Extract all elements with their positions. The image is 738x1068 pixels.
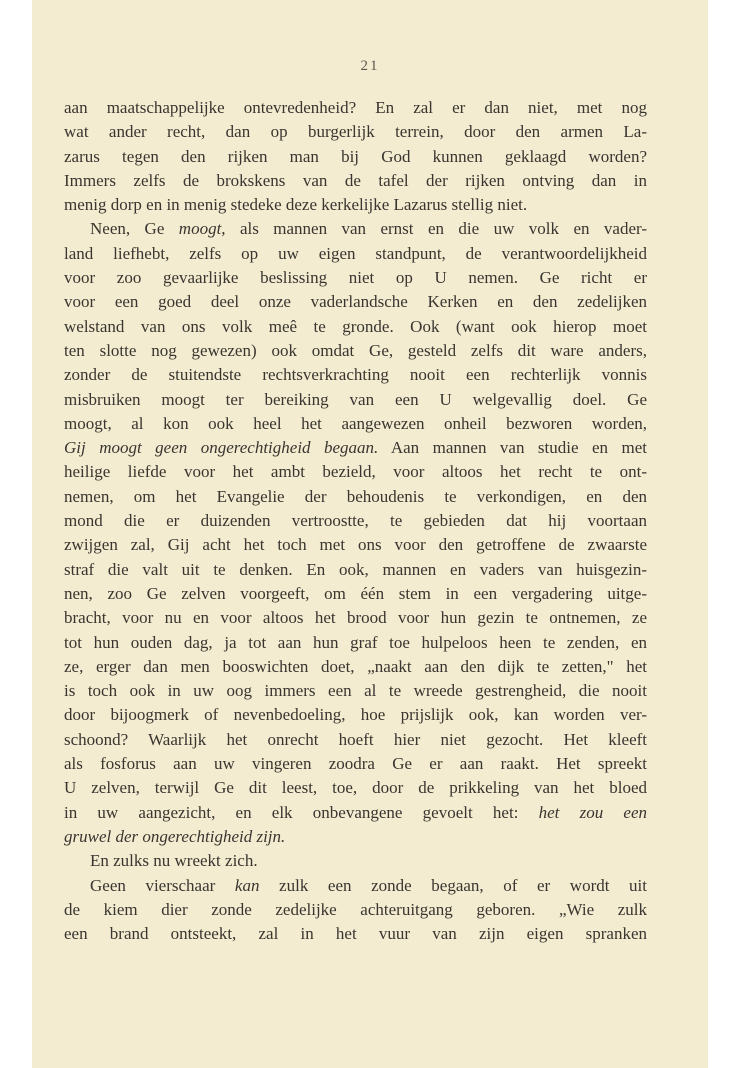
text-segment: door bijoogmerk of nevenbedoeling, hoe prijslijk ook, kan worden ver- bbox=[64, 705, 647, 725]
italic-phrase: Gij moogt geen ongerechtigheid begaan. bbox=[64, 438, 379, 458]
text-segment: land liefhebt, zelfs op uw eigen standpunt, de verantwoordelijkheid bbox=[64, 243, 647, 263]
text-segment: Aan mannen van studie en met bbox=[378, 438, 647, 458]
text-segment: zwijgen zal, Gij acht het toch met ons voor den getroffene de zwaarste bbox=[64, 535, 647, 555]
text-line bbox=[64, 703, 647, 727]
text-line bbox=[64, 485, 647, 509]
text-segment: als fosforus aan uw vingeren zoodra Ge er aan raakt. Het spreekt bbox=[64, 754, 647, 774]
text-line bbox=[64, 363, 647, 387]
text-line bbox=[64, 606, 647, 630]
text-line bbox=[64, 242, 647, 266]
text-line bbox=[64, 217, 647, 241]
text-line bbox=[64, 533, 647, 557]
text-segment: ten slotte nog gewezen) ook omdat Ge, gesteld zelfs dit ware anders, bbox=[64, 340, 647, 360]
text-line bbox=[64, 509, 647, 533]
text-line bbox=[64, 655, 647, 679]
text-line bbox=[64, 558, 647, 582]
text-segment: zulk een zonde begaan, of er wordt uit bbox=[259, 875, 648, 895]
italic-phrase: kan bbox=[234, 875, 260, 895]
text-segment: een brand ontsteekt, zal in het vuur van zijn eigen spranken bbox=[64, 924, 647, 944]
text-line bbox=[64, 145, 647, 169]
text-segment: Geen vierschaar bbox=[90, 875, 235, 895]
italic-phrase: moogt bbox=[178, 219, 222, 239]
text-segment: zarus tegen den rijken man bij God kunnen geklaagd worden? bbox=[64, 146, 647, 166]
text-line bbox=[64, 339, 647, 363]
text-segment: tot hun ouden dag, ja tot aan hun graf toe hulpeloos heen te zenden, en bbox=[64, 632, 647, 652]
scanned-page bbox=[32, 0, 708, 1068]
text-segment: in uw aangezicht, en elk onbevangene gevoelt het: bbox=[64, 802, 539, 822]
text-segment: U zelven, terwijl Ge dit leest, toe, door de prikkeling van het bloed bbox=[64, 778, 647, 798]
text-line bbox=[64, 96, 647, 120]
text-segment: moogt, al kon ook heel het aangewezen onheil bezworen worden, bbox=[64, 413, 647, 433]
text-segment: misbruiken moogt ter bereiking van een U welgevallig doel. Ge bbox=[64, 389, 647, 409]
italic-phrase: gruwel der ongerechtigheid zijn. bbox=[64, 826, 286, 846]
text-line bbox=[64, 679, 647, 703]
text-line bbox=[64, 290, 647, 314]
text-segment: menig dorp en in menig stedeke deze kerkelijke Lazarus stellig niet. bbox=[64, 195, 528, 215]
text-segment: , als mannen van ernst en die uw volk en vader- bbox=[221, 219, 647, 239]
text-segment: voor zoo gevaarlijke beslissing niet op U nemen. Ge richt er bbox=[64, 268, 647, 288]
text-segment: nemen, om het Evangelie der behoudenis te verkondigen, en den bbox=[64, 486, 647, 506]
text-segment: voor een goed deel onze vaderlandsche Kerken en den zedelijken bbox=[64, 292, 647, 312]
text-line bbox=[64, 825, 647, 849]
body-text bbox=[64, 96, 647, 946]
page-number: 21 bbox=[360, 58, 380, 74]
text-line bbox=[64, 728, 647, 752]
text-segment: de kiem dier zonde zedelijke achteruitgang geboren. „Wie zulk bbox=[64, 899, 647, 919]
italic-phrase: het zou een bbox=[538, 802, 647, 822]
text-line bbox=[64, 922, 647, 946]
text-segment: heilige liefde voor het ambt bezield, voor altoos het recht te ont- bbox=[64, 462, 647, 482]
text-line bbox=[64, 776, 647, 800]
text-segment: zonder de stuitendste rechtsverkrachting nooit een rechterlijk vonnis bbox=[64, 365, 647, 385]
text-line bbox=[64, 193, 647, 217]
text-segment: ze, erger dan men booswichten doet, „naakt aan den dijk te zetten," het bbox=[64, 656, 647, 676]
text-segment: straf die valt uit te denken. En ook, mannen en vaders van huisgezin- bbox=[64, 559, 647, 579]
text-line bbox=[64, 388, 647, 412]
text-segment: Immers zelfs de brokskens van de tafel der rijken ontving dan in bbox=[64, 170, 647, 190]
text-segment: En zulks nu wreekt zich. bbox=[90, 851, 258, 871]
text-segment: nen, zoo Ge zelven voorgeeft, om één stem in een vergadering uitge- bbox=[64, 583, 647, 603]
text-segment: bracht, voor nu en voor altoos het brood voor hun gezin te ontnemen, ze bbox=[64, 608, 647, 628]
text-line bbox=[64, 169, 647, 193]
text-segment: aan maatschappelijke ontevredenheid? En zal er dan niet, met nog bbox=[64, 98, 647, 117]
text-line bbox=[64, 631, 647, 655]
text-line bbox=[64, 315, 647, 339]
text-line bbox=[64, 874, 647, 898]
text-segment: welstand van ons volk meê te gronde. Ook (want ook hierop moet bbox=[64, 316, 647, 336]
text-line bbox=[64, 801, 647, 825]
text-line bbox=[64, 460, 647, 484]
text-line bbox=[64, 120, 647, 144]
text-line bbox=[64, 752, 647, 776]
text-line bbox=[64, 849, 647, 873]
text-line bbox=[64, 412, 647, 436]
text-segment: mond die er duizenden vertroostte, te gebieden dat hij voortaan bbox=[64, 511, 647, 531]
text-line bbox=[64, 266, 647, 290]
text-segment: is toch ook in uw oog immers een al te wreede gestrengheid, die nooit bbox=[64, 681, 647, 701]
text-line bbox=[64, 898, 647, 922]
text-segment: Neen, Ge bbox=[90, 219, 179, 239]
text-line bbox=[64, 436, 647, 460]
text-segment: wat ander recht, dan op burgerlijk terrein, door den armen La- bbox=[64, 122, 647, 142]
text-line bbox=[64, 582, 647, 606]
text-segment: schoond? Waarlijk het onrecht hoeft hier niet gezocht. Het kleeft bbox=[64, 729, 647, 749]
